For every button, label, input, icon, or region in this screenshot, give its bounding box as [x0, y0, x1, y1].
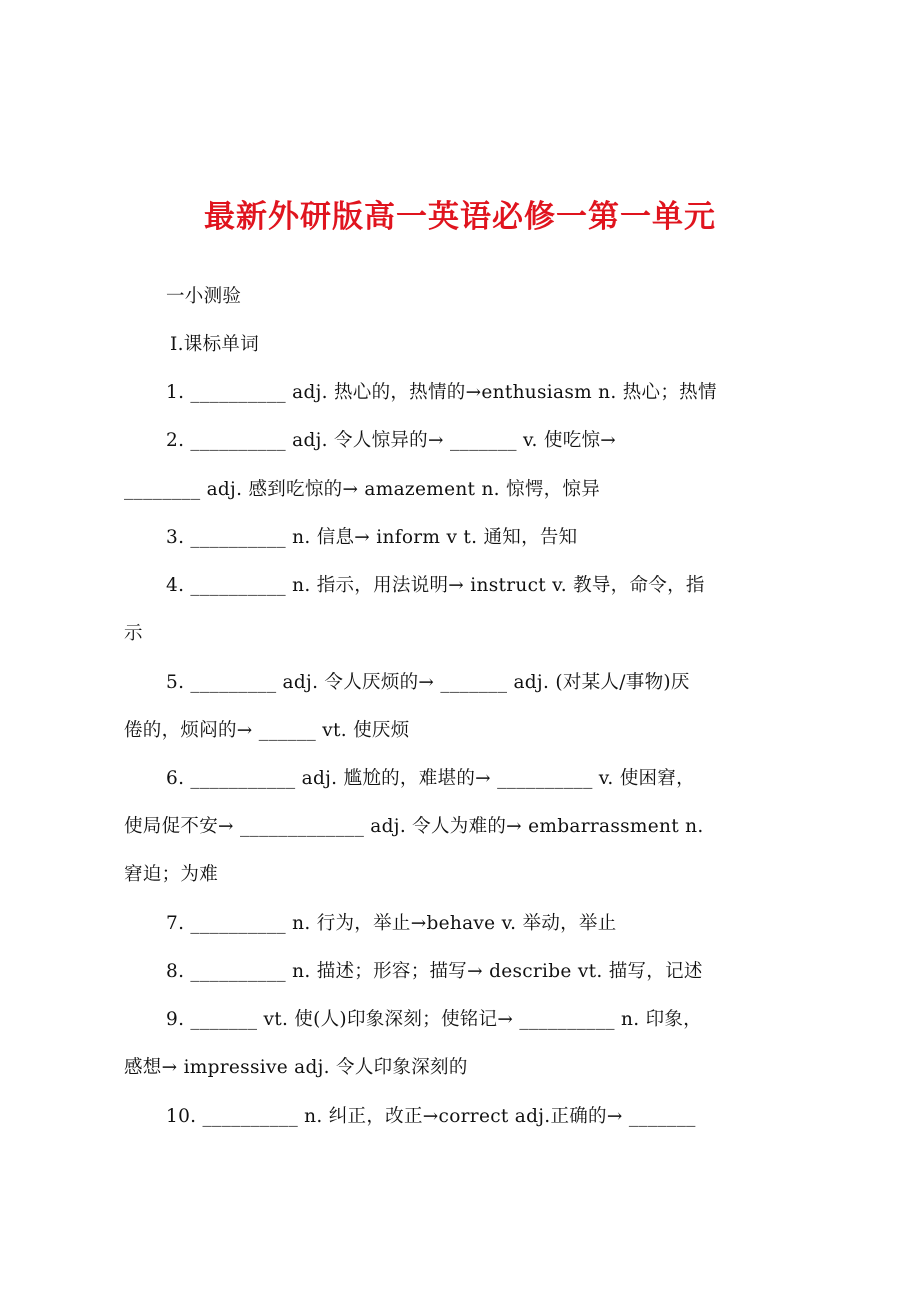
vocab-item-2-line-1: 2. __________ adj. 令人惊异的→ _______ v. 使吃惊→ — [166, 430, 617, 451]
vocab-item-6-line-2: 使局促不安→ _____________ adj. 令人为难的→ embarrassment n. — [124, 816, 704, 837]
vocab-item-3: 3. __________ n. 信息→ inform v t. 通知，告知 — [166, 527, 578, 548]
vocab-item-5-line-2: 倦的，烦闷的→ ______ vt. 使厌烦 — [124, 720, 410, 741]
vocab-item-4-line-2: 示 — [124, 623, 143, 644]
vocab-item-9-line-1: 9. _______ vt. 使(人)印象深刻；使铭记→ __________ n. 印象， — [166, 1009, 702, 1030]
vocab-item-6-line-3: 窘迫；为难 — [124, 864, 219, 885]
vocab-item-7: 7. __________ n. 行为，举止→behave v. 举动，举止 — [166, 913, 617, 934]
vocab-item-10: 10. __________ n. 纠正，改正→correct adj.正确的→ _______ — [166, 1106, 696, 1127]
subsection-heading: Ⅰ.课标单词 — [170, 334, 259, 355]
document-title: 最新外研版高一英语必修一第一单元 — [204, 199, 716, 235]
vocab-item-6-line-1: 6. ___________ adj. 尴尬的，难堪的→ __________ v. 使困窘， — [166, 768, 695, 789]
section-heading: 一小测验 — [166, 286, 242, 307]
vocab-item-4-line-1: 4. __________ n. 指示，用法说明→ instruct v. 教导，命令，指 — [166, 575, 705, 596]
vocab-item-8: 8. __________ n. 描述；形容；描写→ describe vt. 描写，记述 — [166, 961, 703, 982]
vocab-item-9-line-2: 感想→ impressive adj. 令人印象深刻的 — [124, 1057, 468, 1078]
vocab-item-2-line-2: ________ adj. 感到吃惊的→ amazement n. 惊愕，惊异 — [124, 479, 601, 500]
vocab-item-1: 1. __________ adj. 热心的，热情的→enthusiasm n. 热心；热情 — [166, 382, 717, 403]
vocab-item-5-line-1: 5. _________ adj. 令人厌烦的→ _______ adj. (对某人/事物)厌 — [166, 672, 690, 693]
